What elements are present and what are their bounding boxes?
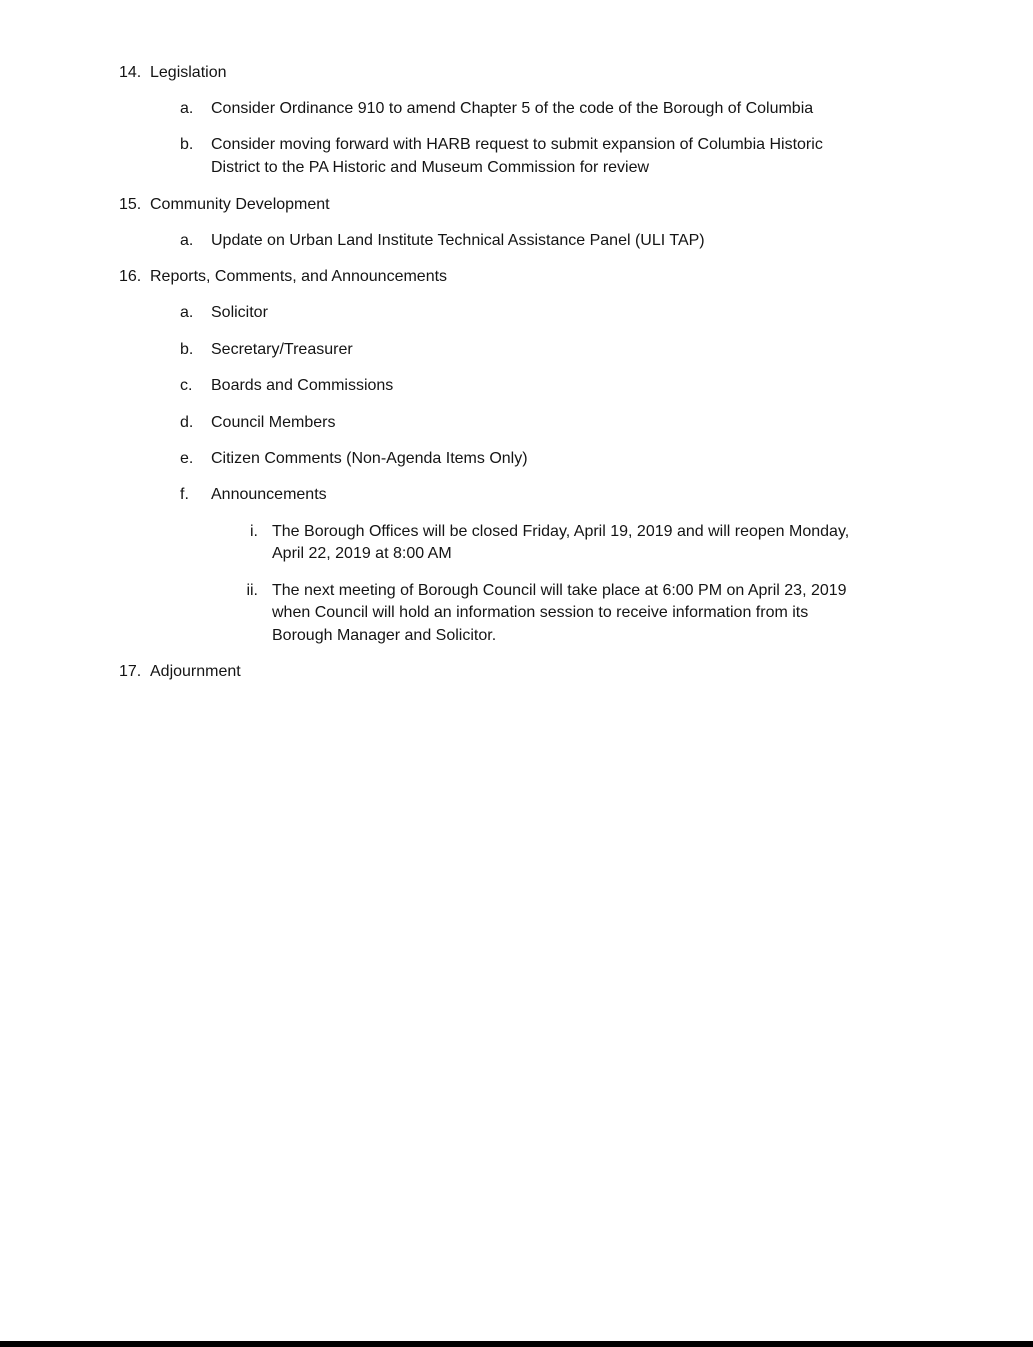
item-number: 14.: [119, 64, 142, 81]
subitem-letter: a.: [180, 304, 194, 321]
item-number: 16.: [119, 268, 142, 285]
announcement-text-continued: Borough Manager and Solicitor.: [272, 627, 497, 644]
subitem-letter: c.: [180, 377, 193, 394]
subitem-letter: a.: [180, 232, 194, 249]
item-title-legislation: Legislation: [150, 64, 227, 81]
item-title-adjournment: Adjournment: [150, 663, 241, 680]
item-title-community-development: Community Development: [150, 196, 330, 213]
announcement-text: The Borough Offices will be closed Friday, April 19, 2019 and will reopen Monday,: [272, 523, 850, 540]
subitem-text: Solicitor: [211, 304, 268, 321]
subitem-letter: e.: [180, 450, 194, 467]
subitem-text: Secretary/Treasurer: [211, 341, 353, 358]
subitem-letter: b.: [180, 136, 194, 153]
announcement-numeral: i.: [250, 523, 258, 540]
announcement-numeral: ii.: [246, 582, 258, 599]
subitem-letter: f.: [180, 486, 189, 503]
subitem-text: Citizen Comments (Non-Agenda Items Only): [211, 450, 528, 467]
subitem-text: Boards and Commissions: [211, 377, 394, 394]
subitem-letter: a.: [180, 100, 194, 117]
subitem-text: Consider Ordinance 910 to amend Chapter 5 of the code of the Borough of Columbia: [211, 100, 814, 117]
announcement-text-continued: when Council will hold an information session to receive information from its: [272, 604, 809, 621]
item-title-reports: Reports, Comments, and Announcements: [150, 268, 448, 285]
announcement-text-continued: April 22, 2019 at 8:00 AM: [272, 545, 452, 562]
subitem-text: Council Members: [211, 414, 336, 431]
bottom-edge-bar: [0, 1341, 1033, 1347]
announcement-text: The next meeting of Borough Council will take place at 6:00 PM on April 23, 2019: [272, 582, 847, 599]
subitem-letter: d.: [180, 414, 194, 431]
subitem-text: Update on Urban Land Institute Technical Assistance Panel (ULI TAP): [211, 232, 705, 249]
item-number: 15.: [119, 196, 142, 213]
subitem-text: Consider moving forward with HARB request to submit expansion of Columbia Historic: [211, 136, 823, 153]
subitem-letter: b.: [180, 341, 194, 358]
item-number: 17.: [119, 663, 142, 680]
subitem-text: Announcements: [211, 486, 327, 503]
subitem-text-continued: District to the PA Historic and Museum Commission for review: [211, 159, 650, 176]
